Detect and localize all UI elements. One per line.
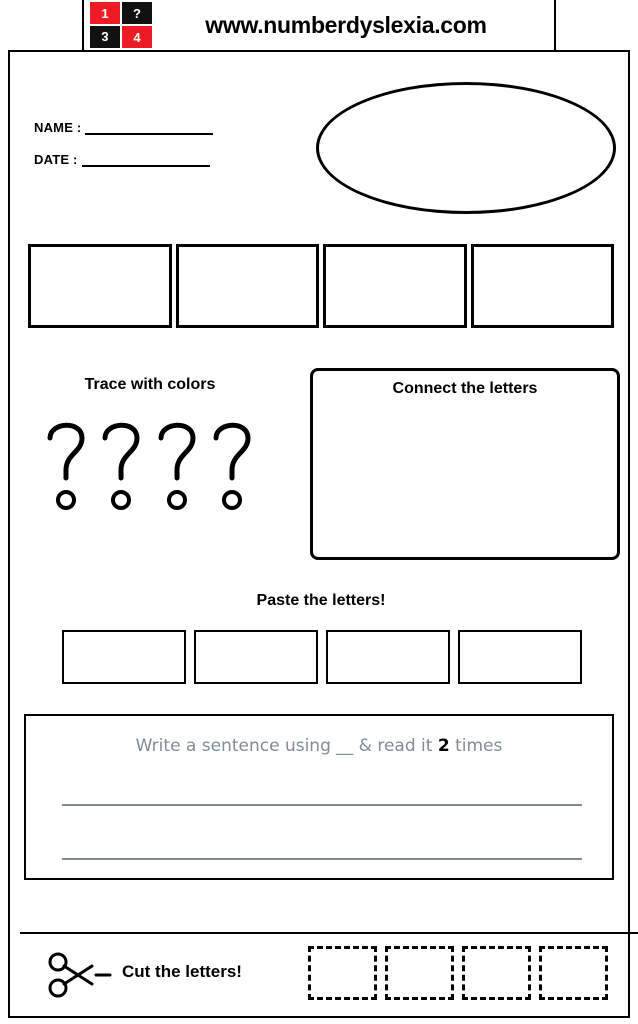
logo-cell-2: ? — [122, 2, 152, 24]
cut-box-row — [308, 946, 608, 1000]
question-mark-icon[interactable] — [44, 412, 88, 520]
date-field-row — [34, 152, 213, 167]
question-mark-icon[interactable] — [155, 412, 199, 520]
letter-ellipse-area[interactable] — [316, 82, 616, 214]
paste-box-row — [62, 630, 582, 684]
date-label: DATE : — [34, 152, 78, 167]
trace-section-title: Trace with colors — [84, 376, 216, 393]
sentence-prompt-after: times — [449, 736, 503, 756]
paste-section-title: Paste the letters! — [256, 592, 386, 609]
connect-section-title: Connect the letters — [392, 380, 538, 397]
scissors-icon — [48, 952, 114, 998]
cut-box[interactable] — [385, 946, 454, 1000]
site-title: www.numberdyslexia.com — [205, 11, 487, 38]
sentence-prompt-before: Write a sentence using — [135, 736, 337, 756]
cut-section-label: Cut the letters! — [122, 962, 242, 981]
logo-cell-4: 4 — [122, 26, 152, 48]
sentence-write-line[interactable] — [62, 858, 582, 860]
site-logo — [90, 2, 152, 48]
cut-box[interactable] — [539, 946, 608, 1000]
student-info — [34, 120, 213, 184]
sentence-read-count: 2 — [437, 736, 450, 756]
question-mark-icon[interactable] — [210, 412, 254, 520]
paste-box[interactable] — [326, 630, 450, 684]
site-header — [82, 0, 556, 52]
name-label: NAME : — [34, 120, 82, 135]
top-box[interactable] — [323, 244, 467, 328]
paste-box[interactable] — [458, 630, 582, 684]
top-box[interactable] — [471, 244, 615, 328]
top-box[interactable] — [28, 244, 172, 328]
top-box-row — [28, 244, 614, 328]
logo-cell-1: 1 — [90, 2, 120, 24]
trace-glyph-row — [44, 412, 254, 522]
top-box[interactable] — [176, 244, 320, 328]
logo-cell-3: 3 — [90, 26, 120, 48]
worksheet-frame — [8, 50, 630, 1018]
sentence-blank: __ — [336, 736, 354, 756]
date-input-line[interactable] — [82, 153, 210, 167]
cut-box[interactable] — [308, 946, 377, 1000]
question-mark-icon[interactable] — [99, 412, 143, 520]
name-field-row — [34, 120, 213, 135]
sentence-write-line[interactable] — [62, 804, 582, 806]
sentence-prompt-middle: & read it — [353, 736, 438, 756]
cut-box[interactable] — [462, 946, 531, 1000]
sentence-prompt — [24, 736, 614, 756]
paste-box[interactable] — [194, 630, 318, 684]
cut-section-divider — [20, 932, 638, 934]
name-input-line[interactable] — [85, 121, 213, 135]
paste-box[interactable] — [62, 630, 186, 684]
